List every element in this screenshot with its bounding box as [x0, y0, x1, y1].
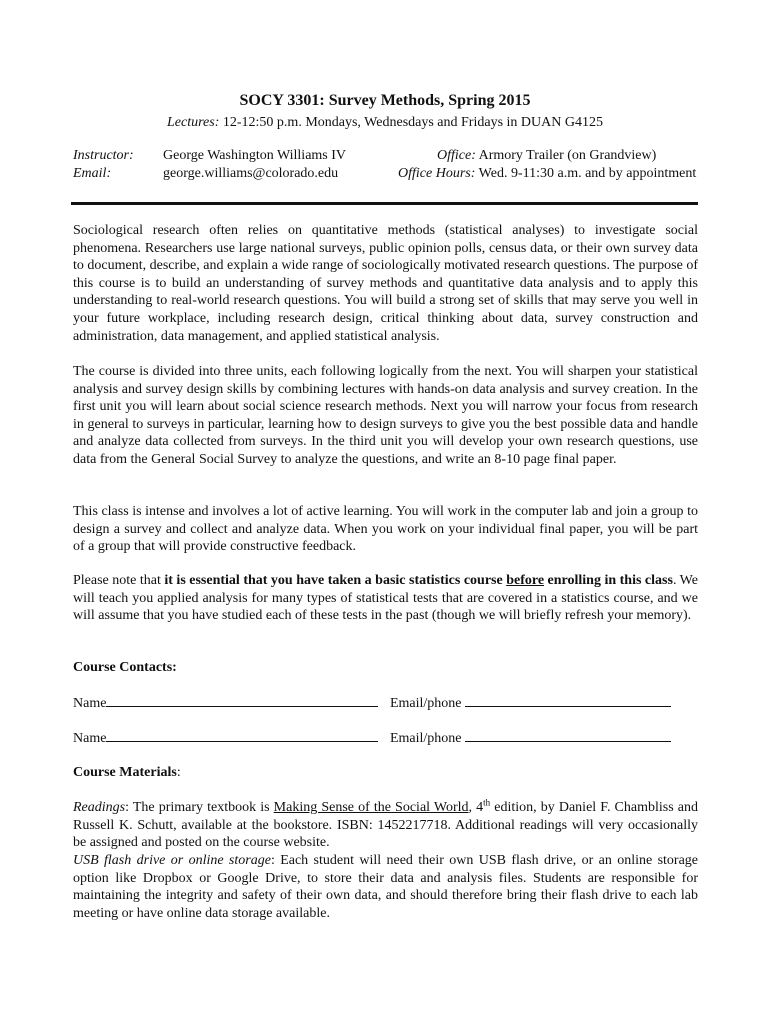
office-label: Office: [437, 148, 476, 163]
email-label: Email: [73, 166, 112, 181]
lectures-value: 12-12:50 p.m. Mondays, Wednesdays and Fridays in DUAN G4125 [219, 115, 603, 130]
instructor-label: Instructor: [73, 148, 134, 163]
textbook-title: Making Sense of the Social World [273, 800, 469, 815]
contact-name-field[interactable] [106, 729, 378, 742]
course-materials-heading: Course Materials: [73, 765, 181, 780]
paragraph-units: The course is divided into three units, each following logically from the next. You will sharpen your statistical analysis and survey design skills by combining lectures with hands-on data analysis and survey creation. In the first unit you will learn about social science research methods. Next you will narrow your focus from research in general to surveys in particular, learning how to design surveys to give you the best possible data and handle and analyze data collected from surveys. In the third unit you will develop your own research questions, use data from the General Social Survey to analyze the questions, and write an 8-10 page final paper. [73, 364, 698, 467]
contact-email-field[interactable] [465, 729, 671, 742]
office-hours-value: Wed. 9-11:30 a.m. and by appointment [475, 166, 697, 181]
course-contacts-heading: Course Contacts: [73, 660, 177, 675]
lectures-line [0, 115, 770, 131]
usb-label: USB flash drive or online storage [73, 853, 271, 868]
header-divider [71, 202, 698, 205]
contact-row-1 [73, 694, 671, 712]
office-hours-label: Office Hours: [398, 166, 476, 181]
paragraph-active-learning: This class is intense and involves a lot of active learning. You will work in the computer lab and join a group to design a survey and collect and analyze data. When you work on your individual final paper, you will be part of a group that will provide constructive feedback. [73, 504, 698, 555]
instructor-name: George Washington Williams IV [163, 148, 347, 163]
office-hours-line [398, 166, 696, 182]
contact-email-field[interactable] [465, 694, 671, 707]
office-line [437, 148, 656, 164]
prerequisite-before: before [506, 573, 545, 588]
prerequisite-emphasis: it is essential that you have taken a basic statistics course [164, 573, 507, 588]
contact-email-label: Email/phone [389, 696, 465, 711]
paragraph-prerequisite: Please note that it is essential that you have taken a basic statistics course before enrolling in this class. We will teach you applied analysis for many types of statistical tests that are covered in a statistics course, and we will assume that you have studied each of these tests in the past (though we will briefly refresh your memory). [73, 573, 698, 624]
instructor-email: george.williams@colorado.edu [163, 166, 339, 181]
office-value: Armory Trailer (on Grandview) [475, 148, 657, 163]
contact-name-label: Name [73, 731, 107, 746]
paragraph-intro: Sociological research often relies on quantitative methods (statistical analyses) to investigate social phenomena. Researchers use large national surveys, public opinion polls, census data, or their own survey data to document, describe, and explain a wide range of sociologically motivated research questions. The purpose of this course is to build an understanding of survey methods and quantitative data analysis and to apply this understanding to real-world research questions. You will build a strong set of skills that may serve you well in your future workplace, including research design, critical thinking about data, survey construction and administration, data management, and applied statistical analysis. [73, 223, 698, 344]
paragraph-readings: Readings: The primary textbook is Making Sense of the Social World, 4th edition, by Daniel F. Chambliss and Russell K. Schutt, available at the bookstore. ISBN: 1452217718. Additional readings will very occasionally be assigned and posted on the course website. [73, 797, 698, 851]
page-title: SOCY 3301: Survey Methods, Spring 2015 [239, 92, 531, 109]
contact-email-label: Email/phone [389, 731, 465, 746]
contact-row-2 [73, 729, 671, 747]
lectures-label: Lectures: [167, 115, 220, 130]
contact-name-label: Name [73, 696, 107, 711]
contact-name-field[interactable] [106, 694, 378, 707]
readings-label: Readings [73, 800, 126, 815]
paragraph-usb-storage: USB flash drive or online storage: Each student will need their own USB flash drive, or an online storage option like Dropbox or Google Drive, to store their data and analysis files. Students are responsible for maintaining the integrity and safety of their own data, and should therefore bring their flash drive to each lab meeting or have online data storage available. [73, 853, 698, 921]
